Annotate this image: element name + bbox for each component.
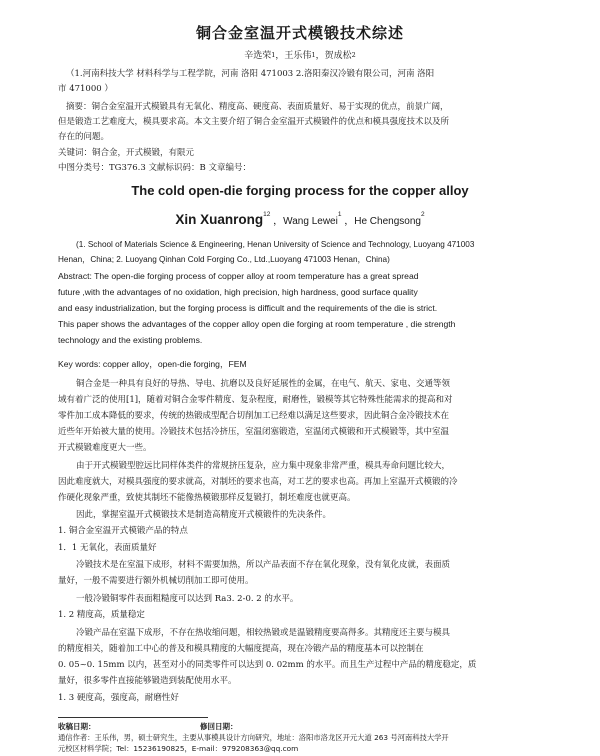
english-author-3: ，He Chengsong xyxy=(344,216,421,227)
author-name-3: ，贺成松 xyxy=(315,51,352,61)
author-sup-1: 1 xyxy=(271,51,276,59)
chinese-keywords: 关键词：铜合金，开式模锻，有限元 xyxy=(58,148,195,158)
chinese-affiliation-line-2: 市 471000 ） xyxy=(58,84,113,94)
body-p1-line-1: 铜合金是一种具有良好的导热、导电、抗磨以及良好延展性的金属，在电气、航天、家电、交通等领 xyxy=(76,379,451,389)
footnote-bio-line-2: 元校区材料学院；Tel：15236190825，E-mail：979208363@qq.com xyxy=(58,744,299,753)
chinese-title: 铜合金室温开式模锻技术综述 xyxy=(195,24,404,42)
section-heading-1-3: 1. 3 硬度高，强度高，耐磨性好 xyxy=(58,693,179,703)
body-p1-line-4: 近些年开始被大量的使用。冷锻技术包括冷挤压，室温闭塞锻造，室温闭式模锻和开式模锻等，其中室温 xyxy=(58,427,450,437)
body-p1-line-5: 开式模锻难度更大一些。 xyxy=(58,443,152,453)
author-sup-2: 1 xyxy=(311,51,316,59)
body-p6-line-4: 量好，很多零件直接能够锻造到装配使用水平。 xyxy=(58,676,237,686)
body-p6-line-1: 冷锻产品在室温下成形，不存在热收缩问题，相较热锻或是温锻精度要高得多。其精度还主要与模具 xyxy=(76,628,451,638)
author-sup-3: 2 xyxy=(351,51,356,59)
footnote-revised: 修回日期： xyxy=(200,722,238,731)
section-heading-1-1: 1．1 无氧化，表面质量好 xyxy=(58,543,157,553)
body-p4-line-1: 冷锻技术是在室温下成形，材料不需要加热，所以产品表面不存在氧化现象，没有氧化皮就，表面质 xyxy=(76,560,451,570)
section-heading-1-2: 1. 2 精度高，质量稳定 xyxy=(58,610,145,620)
english-abstract-line-5: technology and the existing problems. xyxy=(58,335,203,345)
chinese-authors xyxy=(0,50,600,63)
english-affiliation-line-1: (1. School of Materials Science & Engineering, Henan University of Science and Technology, Luoyang 471003 xyxy=(76,240,475,249)
chinese-abstract-line-3: 存在的问题。 xyxy=(58,132,110,142)
body-p4-line-2: 量好，一般不需要进行额外机械切削加工即可使用。 xyxy=(58,576,254,586)
english-keywords: Key words: copper alloy，open-die forging，FEM xyxy=(58,359,247,369)
body-p6-line-3: 0. 05~0. 15mm 以内，甚至对小的同类零件可以达到 0. 02mm 的水平。而且生产过程中产品的精度稳定，质 xyxy=(58,660,477,670)
english-author-sup-2: 1 xyxy=(337,211,342,218)
author-name-1: 辛选荣 xyxy=(244,51,272,61)
body-p2-line-1: 由于开式模锻型腔远比同样体类件的常规挤压复杂，应力集中现象非常严重，模具寿命问题比较大， xyxy=(76,461,451,471)
author-name-2: ，王乐伟 xyxy=(275,51,312,61)
body-p1-line-3: 零件加工成本降低的要求，传统的热锻成型配合切削加工已经难以满足这些要求，因此铜合金冷锻技术在 xyxy=(58,411,450,421)
english-affiliation-line-2: Henan，China; 2. Luoyang Qinhan Cold Forging Co., Ltd.,Luoyang 471003 Henan，China) xyxy=(58,255,390,264)
english-author-sup-3: 2 xyxy=(420,211,425,218)
footnote-rule xyxy=(58,717,208,718)
english-author-1: Xin Xuanrong xyxy=(175,212,264,227)
footnote-received: 收稿日期： xyxy=(58,722,96,731)
english-title: The cold open-die forging process for the copper alloy xyxy=(131,183,469,198)
body-p6-line-2: 的精度相关，随着加工中心的普及和模具精度的大幅度提高，现在冷锻产品的精度基本可以控制在 xyxy=(58,644,424,654)
footnote-bio-line-1: 通信作者：王乐伟，男，硕士研究生，主要从事模具设计方向研究，地址：洛阳市洛龙区开元大道 263 号河南科技大学开 xyxy=(58,733,449,742)
english-abstract-line-4: This paper shows the advantages of the copper alloy open die forging at room temperature , die strength xyxy=(58,319,456,329)
english-author-sup-1: 12 xyxy=(263,211,271,218)
chinese-abstract-line-2: 但是锻造工艺难度大，模具要求高。本文主要介绍了铜合金室温开式模锻件的优点和模具强度技术以及所 xyxy=(58,117,450,127)
chinese-abstract-line-1: 摘要：铜合金室温开式模锻具有无氧化、精度高、硬度高、表面质量好、易于实现的优点，前景广阔， xyxy=(66,102,449,112)
english-abstract-line-2: future ,with the advantages of no oxidation, high precision, high hardness, good surface quality xyxy=(58,287,418,297)
body-p3: 因此，掌握室温开式模锻技术是制造高精度开式模锻件的先决条件。 xyxy=(76,510,332,520)
english-abstract-line-1: Abstract: The open-die forging process of copper alloy at room temperature has a great spread xyxy=(58,271,419,281)
english-authors xyxy=(0,212,600,227)
body-p2-line-2: 因此难度就大，对模具强度的要求就高，对制坯的要求也高，对工艺的要求也高。再加上室温开式模锻的冷 xyxy=(58,477,458,487)
english-author-2: ，Wang Lewei xyxy=(273,216,338,227)
chinese-classification: 中图分类号：TG376.3 文献标识码：B 文章编号： xyxy=(58,163,251,173)
body-p2-line-3: 作硬化现象严重，致使其制坯不能像热模锻那样反复锻打，制坯难度也就更高。 xyxy=(58,493,356,503)
body-p1-line-2: 域有着广泛的使用[1]，随着对铜合金零件精度、复杂程度，耐磨性，锻模等其它特殊性能需求的提高和对 xyxy=(58,395,453,405)
body-p5: 一般冷锻铜零件表面粗糙度可以达到 Ra3. 2-0. 2 的水平。 xyxy=(76,594,299,604)
chinese-affiliation-line-1: （1.河南科技大学 材料科学与工程学院，河南 洛阳 471003 2.洛阳秦汉冷锻有限公司，河南 洛阳 xyxy=(66,69,435,79)
section-heading-1: 1. 铜合金室温开式模锻产品的特点 xyxy=(58,526,188,536)
english-abstract-line-3: and easy industrialization, but the forging process is difficult and the requirements of the die is strict. xyxy=(58,303,438,313)
